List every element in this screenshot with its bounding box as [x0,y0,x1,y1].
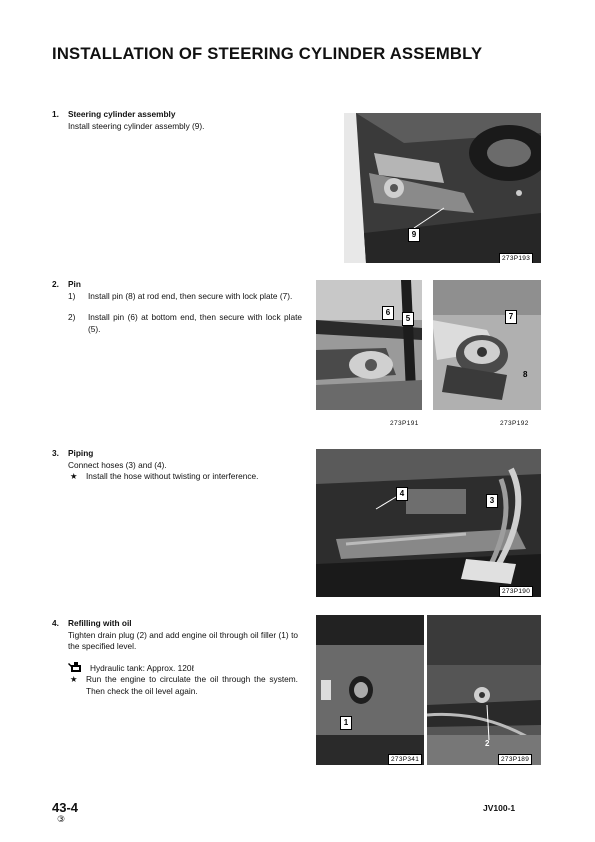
section-heading: Steering cylinder assembly [68,109,176,119]
callout-label: 7 [505,310,517,324]
figure-caption: 273P192 [500,420,529,427]
step-item: 2) Install pin (6) at bottom end, then secure with lock plate (5). [68,312,302,334]
step-item: 1) Install pin (8) at rod end, then secure with lock plate (7). [68,290,293,301]
callout-label: 8 [523,370,528,379]
photo-illustration [316,449,541,597]
section-number: 3. [52,448,59,458]
photo-illustration [316,615,424,765]
photo-illustration [316,280,422,410]
section-piping [52,448,302,483]
photo-pin-rod-end [316,280,422,410]
capacity-text: Hydraulic tank: Approx. 120ℓ [90,662,195,673]
callout-label: 1 [340,716,352,730]
photo-illustration [427,615,541,765]
photo-piping-hoses [316,449,541,597]
photo-illustration [427,280,541,410]
figure-caption: 273P191 [390,420,419,427]
callout-label: 5 [402,312,414,326]
callout-label: 6 [382,306,394,320]
section-steering-cylinder [52,109,302,132]
section-text: Connect hoses (3) and (4). [68,459,167,470]
section-text: Install steering cylinder assembly (9). [68,120,205,131]
callout-label: 4 [396,487,408,501]
caution-note: ★ Run the engine to circulate the oil through the system. Then check the oil level again. [70,674,298,696]
capacity-line [52,661,298,675]
callout-label: 9 [408,228,420,242]
figure-code: 273P190 [499,586,533,597]
section-heading: Pin [68,279,81,289]
model-number: JV100-1 [483,803,516,813]
oil-can-icon [68,661,84,673]
callout-label: 2 [485,739,490,748]
figure-code: 273P189 [498,754,532,765]
figure-code: 273P341 [388,754,422,765]
photo-illustration [344,113,541,263]
photo-drain-plug [427,615,541,765]
section-number: 4. [52,618,59,628]
page-number: 43-4 [52,800,79,815]
section-refilling-oil [52,618,298,697]
section-pin [52,279,302,335]
section-heading: Refilling with oil [68,618,132,628]
section-text: Tighten drain plug (2) and add engine oil through oil filler (1) to the specified level. [68,629,298,651]
figure-code: 273P193 [499,253,533,263]
photo-pin-bottom-end [427,280,541,410]
photo-oil-filler [316,615,424,765]
page-title: INSTALLATION OF STEERING CYLINDER ASSEMBLY [52,44,483,63]
section-number: 2. [52,279,59,289]
section-number: 1. [52,109,59,119]
section-heading: Piping [68,448,94,458]
callout-label: 3 [486,494,498,508]
photo-steering-cylinder [344,113,541,263]
revision-mark: ③ [57,814,66,824]
caution-note: ★ Install the hose without twisting or interference. [70,471,259,481]
